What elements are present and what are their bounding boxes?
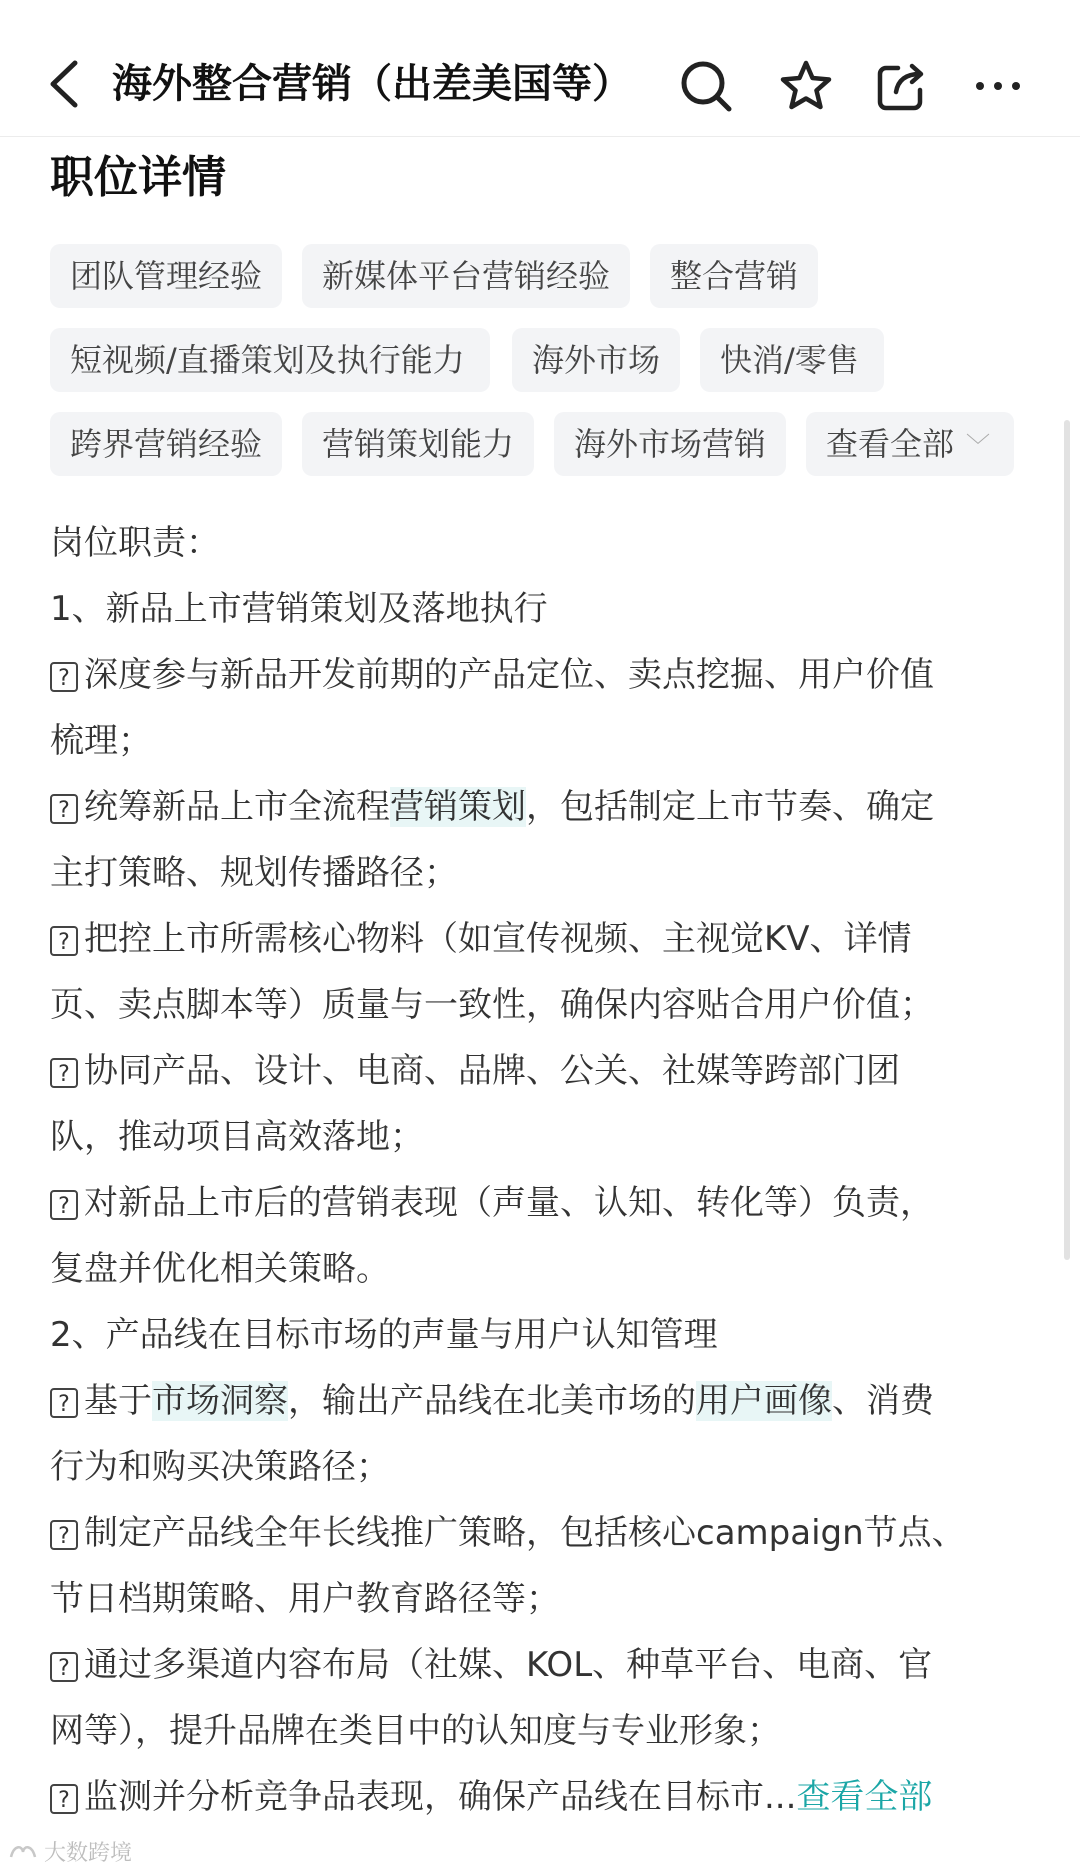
keyword-highlight[interactable]: 市场洞察 <box>152 1381 288 1421</box>
unknown-glyph-icon: ? <box>50 926 78 956</box>
desc-text: 统筹新品上市全流程 <box>84 787 390 827</box>
watermark-text: 大数跨境 <box>44 1841 133 1866</box>
section-title: 职位详情 <box>50 152 226 203</box>
chevron-down-icon: ﹀ <box>966 432 991 460</box>
skill-tag: 团队管理经验 <box>50 244 282 308</box>
watermark <box>8 1836 132 1867</box>
page-title: 海外整合营销（出差美国等） <box>112 61 632 107</box>
unknown-glyph-icon: ? <box>50 794 78 824</box>
search-icon[interactable] <box>676 56 736 116</box>
desc-text: 、消费 <box>832 1381 934 1421</box>
unknown-glyph-icon: ? <box>50 1190 78 1220</box>
keyword-highlight[interactable]: 用户画像 <box>696 1381 832 1421</box>
view-all-tags-button[interactable] <box>806 412 1014 476</box>
desc-line: 网等），提升品牌在类目中的认知度与专业形象； <box>50 1711 781 1751</box>
desc-line: 队，推动项目高效落地； <box>50 1117 424 1157</box>
skill-tag: 跨界营销经验 <box>50 412 282 476</box>
unknown-glyph-icon: ? <box>50 1058 78 1088</box>
desc-text: 基于 <box>84 1381 152 1421</box>
skill-tag: 短视频/直播策划及执行能力 <box>50 328 490 392</box>
desc-text: ，包括制定上市节奏、确定 <box>526 787 934 827</box>
skill-tag: 海外市场营销 <box>554 412 786 476</box>
job-description <box>50 510 1030 1830</box>
back-icon[interactable] <box>44 56 84 112</box>
share-icon[interactable] <box>872 56 932 116</box>
desc-line: 深度参与新品开发前期的产品定位、卖点挖掘、用户价值 <box>84 655 934 695</box>
desc-line: 通过多渠道内容布局（社媒、KOL、种草平台、电商、官 <box>84 1645 933 1685</box>
view-all-description-link[interactable]: 查看全部 <box>796 1777 933 1817</box>
desc-line: 复盘并优化相关策略。 <box>50 1249 390 1289</box>
desc-line: 协同产品、设计、电商、品牌、公关、社媒等跨部门团 <box>84 1051 900 1091</box>
desc-line: 制定产品线全年长线推广策略，包括核心campaign节点、 <box>84 1513 966 1553</box>
star-icon[interactable] <box>776 56 836 116</box>
keyword-highlight[interactable]: 营销策划 <box>390 787 526 827</box>
desc-line: 行为和购买决策路径； <box>50 1447 390 1487</box>
view-all-tags-label: 查看全部 <box>826 425 955 463</box>
desc-text: ，输出产品线在北美市场的 <box>288 1381 696 1421</box>
desc-line: 节日档期策略、用户教育路径等； <box>50 1579 560 1619</box>
desc-line: 岗位职责： <box>50 523 220 563</box>
desc-line: 2、产品线在目标市场的声量与用户认知管理 <box>50 1315 718 1355</box>
desc-line: 主打策略、规划传播路径； <box>50 853 458 893</box>
skill-tag: 整合营销 <box>650 244 818 308</box>
watermark-logo-icon <box>8 1841 38 1863</box>
skill-tag: 海外市场 <box>512 328 680 392</box>
skill-tag: 营销策划能力 <box>302 412 534 476</box>
more-icon[interactable] <box>968 56 1028 116</box>
top-nav-bar <box>0 0 1080 137</box>
unknown-glyph-icon: ? <box>50 1388 78 1418</box>
unknown-glyph-icon: ? <box>50 1784 78 1814</box>
skill-tag: 新媒体平台营销经验 <box>302 244 630 308</box>
desc-line: 监测并分析竞争品表现，确保产品线在目标市... <box>84 1777 797 1817</box>
desc-line: 梳理； <box>50 721 152 761</box>
desc-line: 1、新品上市营销策划及落地执行 <box>50 589 548 629</box>
unknown-glyph-icon: ? <box>50 1520 78 1550</box>
unknown-glyph-icon: ? <box>50 662 78 692</box>
desc-line: 把控上市所需核心物料（如宣传视频、主视觉KV、详情 <box>84 919 912 959</box>
unknown-glyph-icon: ? <box>50 1652 78 1682</box>
skill-tag: 快消/零售 <box>700 328 884 392</box>
scrollbar[interactable] <box>1064 420 1070 1260</box>
desc-line: 对新品上市后的营销表现（声量、认知、转化等）负责， <box>84 1183 934 1223</box>
desc-line: 页、卖点脚本等）质量与一致性，确保内容贴合用户价值； <box>50 985 934 1025</box>
